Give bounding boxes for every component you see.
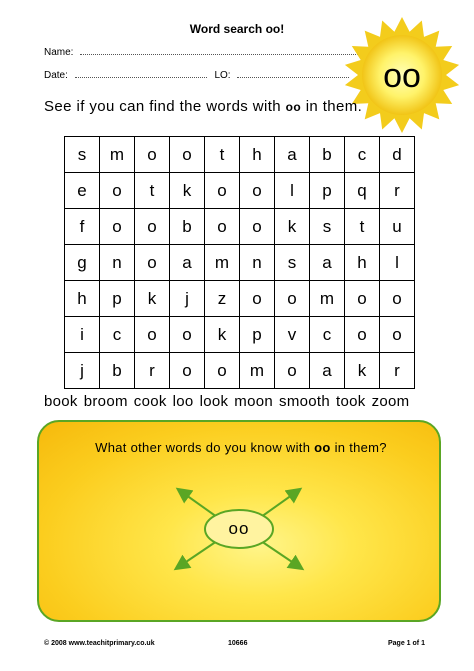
- grid-cell[interactable]: j: [170, 281, 205, 317]
- grid-row: [65, 245, 415, 281]
- grid-row: [65, 281, 415, 317]
- instructions: [44, 98, 362, 115]
- grid-cell[interactable]: o: [275, 353, 310, 389]
- grid-row: [65, 317, 415, 353]
- grid-cell[interactable]: o: [240, 173, 275, 209]
- grid-cell[interactable]: p: [240, 317, 275, 353]
- worksheet-title: Word search oo!: [189, 22, 285, 36]
- oo-sun-badge: [342, 15, 462, 135]
- grid-cell[interactable]: k: [205, 317, 240, 353]
- lo-line[interactable]: [237, 68, 349, 78]
- grid-cell[interactable]: b: [170, 209, 205, 245]
- grid-cell[interactable]: g: [65, 245, 100, 281]
- grid-row: [65, 353, 415, 389]
- grid-cell[interactable]: t: [135, 173, 170, 209]
- center-oval-label: oo: [228, 519, 250, 538]
- grid-cell[interactable]: m: [100, 137, 135, 173]
- grid-cell[interactable]: a: [310, 245, 345, 281]
- grid-cell[interactable]: o: [240, 281, 275, 317]
- grid-cell[interactable]: k: [345, 353, 380, 389]
- grid-cell[interactable]: f: [65, 209, 100, 245]
- grid-cell[interactable]: s: [275, 245, 310, 281]
- instruction-prefix: See if you can find the words with: [44, 98, 282, 115]
- grid-cell[interactable]: o: [205, 353, 240, 389]
- other-words-panel: [37, 420, 441, 622]
- footer-page: Page 1 of 1: [388, 640, 425, 647]
- grid-cell[interactable]: m: [310, 281, 345, 317]
- word-list-item: smooth: [279, 393, 331, 410]
- grid-cell[interactable]: o: [380, 281, 415, 317]
- grid-cell[interactable]: n: [100, 245, 135, 281]
- grid-cell[interactable]: o: [205, 209, 240, 245]
- word-list-item: broom: [83, 393, 128, 410]
- grid-cell[interactable]: a: [170, 245, 205, 281]
- grid-cell[interactable]: b: [310, 137, 345, 173]
- grid-cell[interactable]: p: [100, 281, 135, 317]
- name-label: Name:: [44, 47, 74, 58]
- question-suffix: in them?: [334, 440, 387, 455]
- grid-cell[interactable]: e: [65, 173, 100, 209]
- word-list-item: cook: [133, 393, 167, 410]
- grid-cell[interactable]: m: [205, 245, 240, 281]
- grid-cell[interactable]: k: [275, 209, 310, 245]
- grid-cell[interactable]: c: [100, 317, 135, 353]
- date-label: Date:: [44, 70, 68, 81]
- grid-cell[interactable]: o: [135, 245, 170, 281]
- grid-cell[interactable]: o: [205, 173, 240, 209]
- grid-cell[interactable]: o: [135, 137, 170, 173]
- grid-cell[interactable]: u: [380, 209, 415, 245]
- grid-cell[interactable]: o: [345, 281, 380, 317]
- grid-cell[interactable]: h: [65, 281, 100, 317]
- grid-cell[interactable]: o: [170, 353, 205, 389]
- grid-cell[interactable]: t: [345, 209, 380, 245]
- grid-cell[interactable]: n: [240, 245, 275, 281]
- grid-cell[interactable]: o: [170, 317, 205, 353]
- grid-cell[interactable]: r: [380, 173, 415, 209]
- word-list-item: look: [199, 393, 229, 410]
- grid-cell[interactable]: o: [275, 281, 310, 317]
- grid-cell[interactable]: k: [170, 173, 205, 209]
- grid-cell[interactable]: a: [310, 353, 345, 389]
- grid-cell[interactable]: o: [135, 317, 170, 353]
- grid-cell[interactable]: o: [345, 317, 380, 353]
- grid-cell[interactable]: s: [310, 209, 345, 245]
- grid-row: [65, 173, 415, 209]
- date-lo-row: [44, 68, 349, 81]
- grid-cell[interactable]: m: [240, 353, 275, 389]
- grid-cell[interactable]: o: [135, 209, 170, 245]
- footer-copyright: © 2008 www.teachitprimary.co.uk: [44, 640, 155, 647]
- name-field-row: [44, 45, 380, 58]
- grid-cell[interactable]: i: [65, 317, 100, 353]
- grid-cell[interactable]: b: [100, 353, 135, 389]
- badge-text: oo: [383, 57, 421, 95]
- grid-cell[interactable]: o: [240, 209, 275, 245]
- question-emph: oo: [314, 440, 331, 455]
- word-list: [44, 393, 415, 410]
- word-list-item: moon: [234, 393, 274, 410]
- grid-cell[interactable]: o: [380, 317, 415, 353]
- grid-cell[interactable]: c: [345, 137, 380, 173]
- grid-cell[interactable]: p: [310, 173, 345, 209]
- grid-cell[interactable]: o: [100, 209, 135, 245]
- grid-cell[interactable]: k: [135, 281, 170, 317]
- instruction-suffix: in them.: [305, 98, 363, 115]
- date-line[interactable]: [75, 68, 207, 78]
- word-search-grid: [64, 136, 415, 389]
- grid-cell[interactable]: t: [205, 137, 240, 173]
- grid-row: [65, 209, 415, 245]
- grid-cell[interactable]: a: [275, 137, 310, 173]
- word-list-item: book: [44, 393, 78, 410]
- grid-cell[interactable]: r: [380, 353, 415, 389]
- grid-cell[interactable]: q: [345, 173, 380, 209]
- grid-cell[interactable]: c: [310, 317, 345, 353]
- lo-label: LO:: [214, 70, 231, 81]
- footer-doc-id: 10666: [228, 640, 248, 647]
- grid-cell[interactable]: d: [380, 137, 415, 173]
- grid-cell[interactable]: v: [275, 317, 310, 353]
- grid-cell[interactable]: s: [65, 137, 100, 173]
- grid-cell[interactable]: h: [345, 245, 380, 281]
- word-list-item: loo: [172, 393, 194, 410]
- grid-cell[interactable]: o: [100, 173, 135, 209]
- grid-cell[interactable]: h: [240, 137, 275, 173]
- question-prefix: What other words do you know with: [95, 440, 311, 455]
- grid-cell[interactable]: z: [205, 281, 240, 317]
- grid-cell[interactable]: j: [65, 353, 100, 389]
- grid-cell[interactable]: o: [170, 137, 205, 173]
- word-list-item: zoom: [371, 393, 410, 410]
- grid-cell[interactable]: l: [275, 173, 310, 209]
- instruction-emph: oo: [285, 100, 302, 114]
- grid-cell[interactable]: r: [135, 353, 170, 389]
- name-line[interactable]: [80, 45, 380, 55]
- grid-row: [65, 137, 415, 173]
- grid-cell[interactable]: l: [380, 245, 415, 281]
- word-list-item: took: [336, 393, 366, 410]
